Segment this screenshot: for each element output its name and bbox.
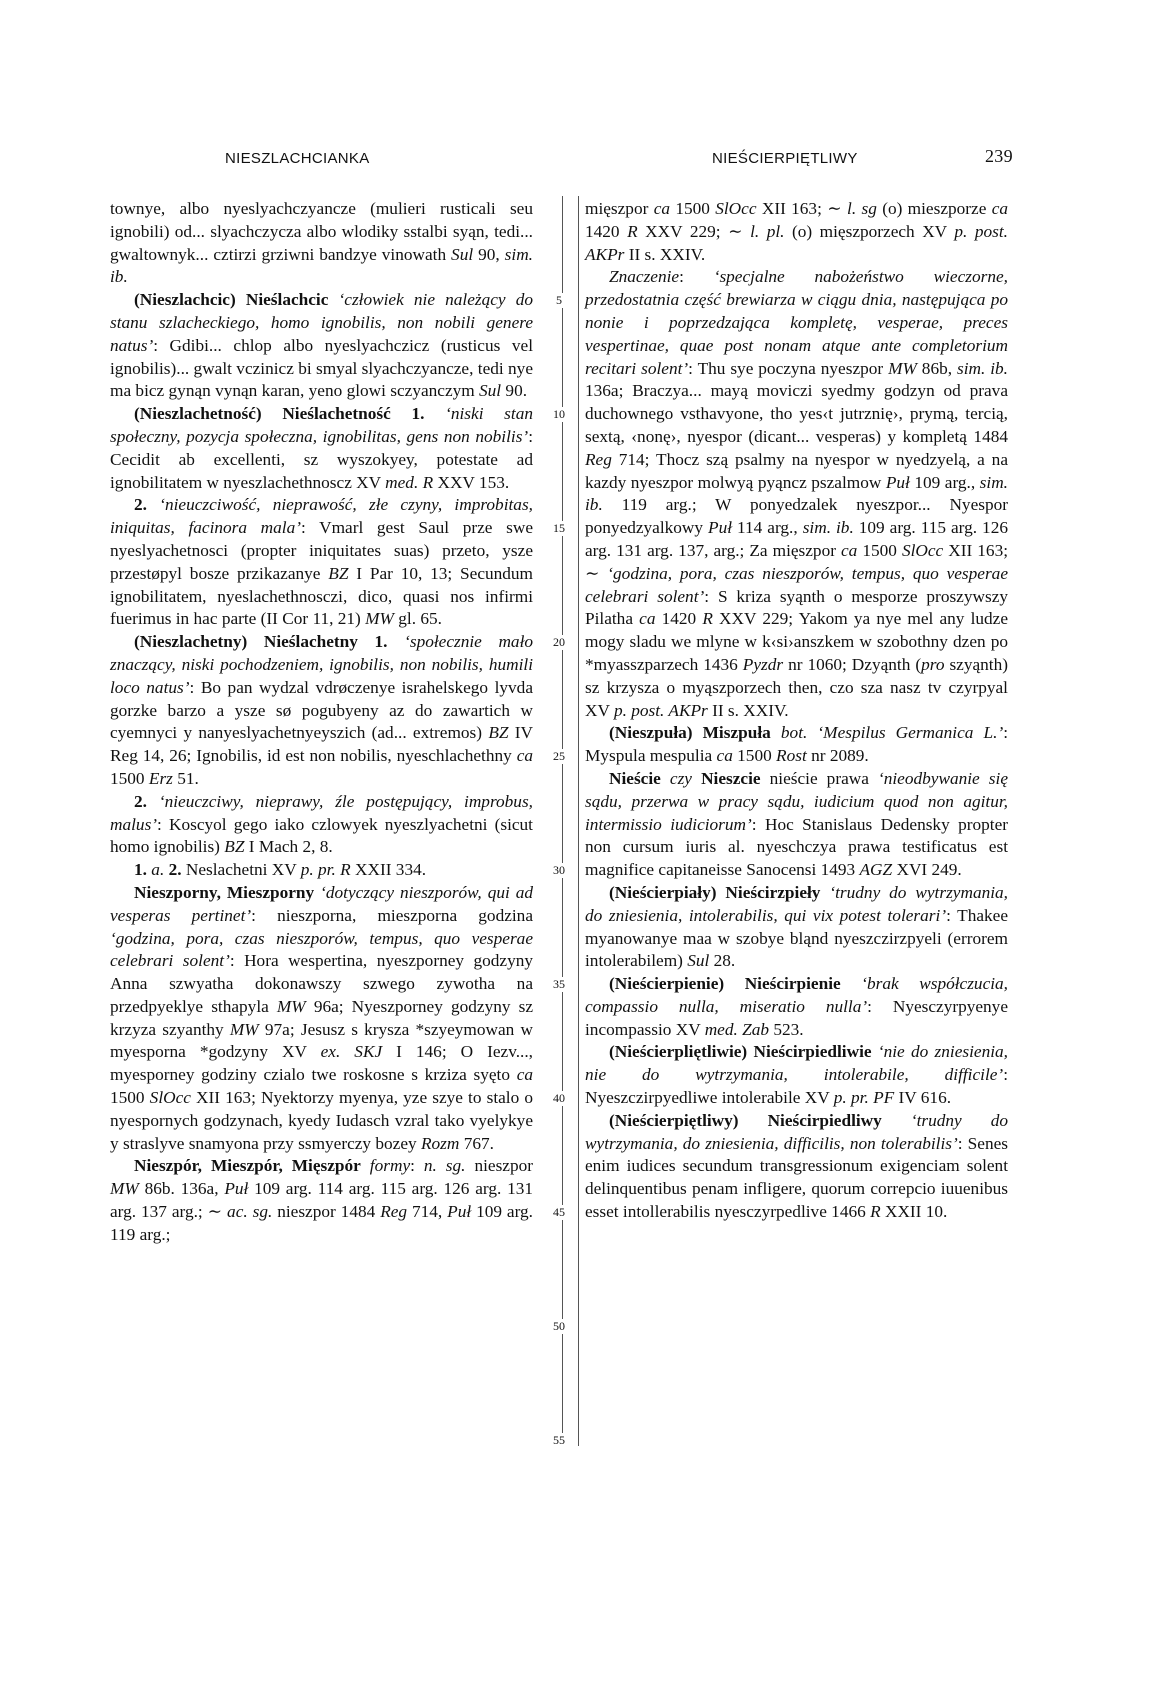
- running-head-right: NIEŚCIERPIĘTLIWY: [712, 150, 858, 167]
- line-number: 5: [544, 293, 574, 308]
- right-column: [585, 198, 1008, 1224]
- left-column: [110, 198, 533, 1247]
- right-entry: Znaczenie: ‘specjalne nabożeństwo wieczorne, przedostatnia część brewiarza w ciągu dnia, następująca po nonie i poprzedzająca kompletę, vesperae, preces vespertinae, quae post nonam atque ante completorium recitari solent’: Thu sye poczyna nyeszpor MW 86b, sim. ib. 136a; Braczya... mayą moviczi syedmy godzyn od prava duchownego vsthavyone, tho yes‹t jutrznię›, prymą, tercią, sextą, ‹nonę›, nyespor (dicant... vesperas) y kompletą 1484 Reg 714; Thocz szą psalmy na nyespor w nyedzyelą, a na kazdy nyeszpor molwyą pyąncz pszalmow Puł 109 arg., sim. ib. 119 arg.; W ponyedzalek nyeszpor... Nyespor ponyedzyalkowy Puł 114 arg., sim. ib. 109 arg. 115 arg. 126 arg. 131 arg. 137, arg.; Za mięszpor ca 1500 SlOcc XII 163; ∼ ‘godzina, pora, czas nieszporów, tempus, quo vesperae celebrari solent’: S kriza syąnth o mesporze proszywszy Pilatha ca 1420 R XXV 229; Yakom ya nye mel any ludze mogy sladu we mlyne w k‹si›anszkem w szobothny dzen po *myasszparzech 1436 Pyzdr nr 1060; Dzyąnth (pro szyąnth) sz krzysza o myąszporzech then, czo sza nasz tv czyrpyal XV p. post. AKPr II s. XXIV.: [585, 267, 1009, 720]
- right-entry: (Nieścierpienie) Nieścirpienie ‘brak współczucia, compassio nulla, miseratio nulla’: Nyesczyrpyenye incompassio XV med. Zab 523.: [585, 974, 1009, 1039]
- line-number: 15: [544, 521, 574, 536]
- line-number: 35: [544, 977, 574, 992]
- left-entry: (Nieszlachetność) Nieślachetność 1. ‘niski stan społeczny, pozycja społeczna, ignobilitas, gens non nobilis’: Cecidit ab excellenti, sz wyszokyey, potestate ad ignobilitatem w nyeszlachethnoscz XV med. R XXV 153.: [110, 404, 533, 492]
- right-entry: (Nieścierpiętliwy) Nieścirpiedliwy ‘trudny do wytrzymania, do zniesienia, difficilis, non tolerabilis’: Senes enim iudices secundum transgressionum exigenciam solent delinquentibus penam infligere, quorum correpcio iuuenibus esset intollerabilis nyesczyrpedlive 1466 R XXII 10.: [585, 1110, 1008, 1222]
- left-entry: Nieszporny, Mieszporny ‘dotyczący nieszporów, qui ad vesperas pertinet’: nieszporna, mieszporna godzina ‘godzina, pora, czas nieszporów, tempus, quo vesperae celebrari solent’: Hora wespertina, nyeszporney godzyny Anna szwyatha dokonawszy szwego zywotha na przedpyeklye sthapyla MW 96a; Nyeszporney godzyny sz krzyza szyanthy MW 97a; Jesusz s krysza *szyeymowan w myesporna *godzyny XV ex. SKJ I 146; O Iezv..., myesporney godziny czialo twe roskosne s krziza syęto ca 1500 SlOcc XII 163; Nyektorzy myenya, yze szye to stalo o nyespornych godzynach, kyedy Iudasch vzral tako vyelykye y straslyve snamyona przy ssmyerczy bozey Rozm 767.: [110, 882, 533, 1153]
- column-rule-right: [578, 196, 579, 1446]
- line-number: 10: [544, 407, 574, 422]
- line-number: 40: [544, 1091, 574, 1106]
- right-entry: mięszpor ca 1500 SlOcc XII 163; ∼ l. sg (o) mieszporze ca 1420 R XXV 229; ∼ l. pl. (o) mięszporzech XV p. post. AKPr II s. XXIV.: [585, 199, 1009, 264]
- left-entry: 2. ‘nieuczciwy, nieprawy, źle postępujący, improbus, malus’: Koscyol gego iako czlowyek nyeszlyachetni (sicut homo ignobilis) BZ I Mach 2, 8.: [110, 791, 533, 857]
- running-head-left: NIESZLACHCIANKA: [225, 150, 370, 167]
- line-number: 50: [544, 1319, 574, 1334]
- line-number: 20: [544, 635, 574, 650]
- line-number: 30: [544, 863, 574, 878]
- left-entry: Nieszpór, Mieszpór, Mięszpór formy: n. sg. nieszpor MW 86b. 136a, Puł 109 arg. 114 arg. 115 arg. 126 arg. 131 arg. 137 arg.; ∼ ac. sg. nieszpor 1484 Reg 714, Puł 109 arg. 119 arg.;: [110, 1156, 533, 1244]
- right-entry: Nieście czy Nieszcie nieście prawa ‘nieodbywanie się sądu, przerwa w pracy sądu, iudicium quod non agitur, intermissio iudiciorum’: Hoc Stanislaus Dedensky propter non cursum iuris al. nyeschczya prawa testificatus est magnifice capitaneisse Sanocensi 1493 AGZ XVI 249.: [585, 768, 1008, 880]
- line-number: 45: [544, 1205, 574, 1220]
- right-entry: (Nieszpuła) Miszpuła bot. ‘Mespilus Germanica L.’: Myspula mespulia ca 1500 Rost nr 2089.: [585, 723, 1009, 766]
- line-number: 55: [544, 1433, 574, 1448]
- line-number: 25: [544, 749, 574, 764]
- left-entry: (Nieszlachcic) Nieślachcic ‘człowiek nie należący do stanu szlacheckiego, homo ignobilis, non nobili genere natus’: Gdibi... chlop albo nyeslyachczicz (rusticus vel ignobilis)... gwalt vczinicz bi smyal slyachczyancze, tedi nye ma bicz gynąn vynąn karan, yeno glowi sczyanczym Sul 90.: [110, 290, 533, 401]
- page-number: 239: [985, 146, 1013, 166]
- left-entry: townye, albo nyeslyachczyancze (mulieri rusticali seu ignobili) od... slyachczycza albo wlodiky sstalbi syąn, tedi... gwaltownyk... cztirzi grziwni bandzye vinowath Sul 90, sim. ib.: [110, 199, 533, 287]
- left-entry: (Nieszlachetny) Nieślachetny 1. ‘społecznie mało znaczący, niski pochodzeniem, ignobilis, non nobilis, humili loco natus’: Bo pan wydzal vdrøczenye israhelskego lyvda gorzke barzo a ysze sø pogubyeny az do zawartich w cyemnyci y nanyeslyachetnyeyszich (ad... extremos) BZ IV Reg 14, 26; Ignobilis, id est non nobilis, nyeschlachethny ca 1500 Erz 51.: [110, 632, 534, 788]
- column-rule-left: [562, 196, 563, 1446]
- left-entry: 2. ‘nieuczciwość, nieprawość, złe czyny, improbitas, iniquitas, facinora mala’: Vmarl gest Saul prze swe nyeslyachetnosci (propter iniquitates suas) przeto, ysze przestøpyl bosze przikazanye BZ I Par 10, 13; Secundum ignobilitatem, nyeslachethnosczi, dico, quasi nos infirmi fuerimus in hac parte (II Cor 11, 21) MW gl. 65.: [110, 495, 533, 629]
- left-entry: 1. a. 2. Neslachetni XV p. pr. R XXII 334.: [134, 860, 427, 880]
- right-entry: (Nieścierpiały) Nieścirzpieły ‘trudny do wytrzymania, do zniesienia, intolerabilis, qui vix potest tolerari’: Thakee myanowanye maa w szobye bląnd nyeszczirzpyeli (errorem intolerabilem) Sul 28.: [585, 882, 1008, 971]
- right-entry: (Nieścierpliętliwie) Nieścirpiedliwie ‘nie do zniesienia, nie do wytrzymania, intolerabile, difficile’: Nyeszczirpyedliwe intolerabile XV p. pr. PF IV 616.: [585, 1042, 1008, 1108]
